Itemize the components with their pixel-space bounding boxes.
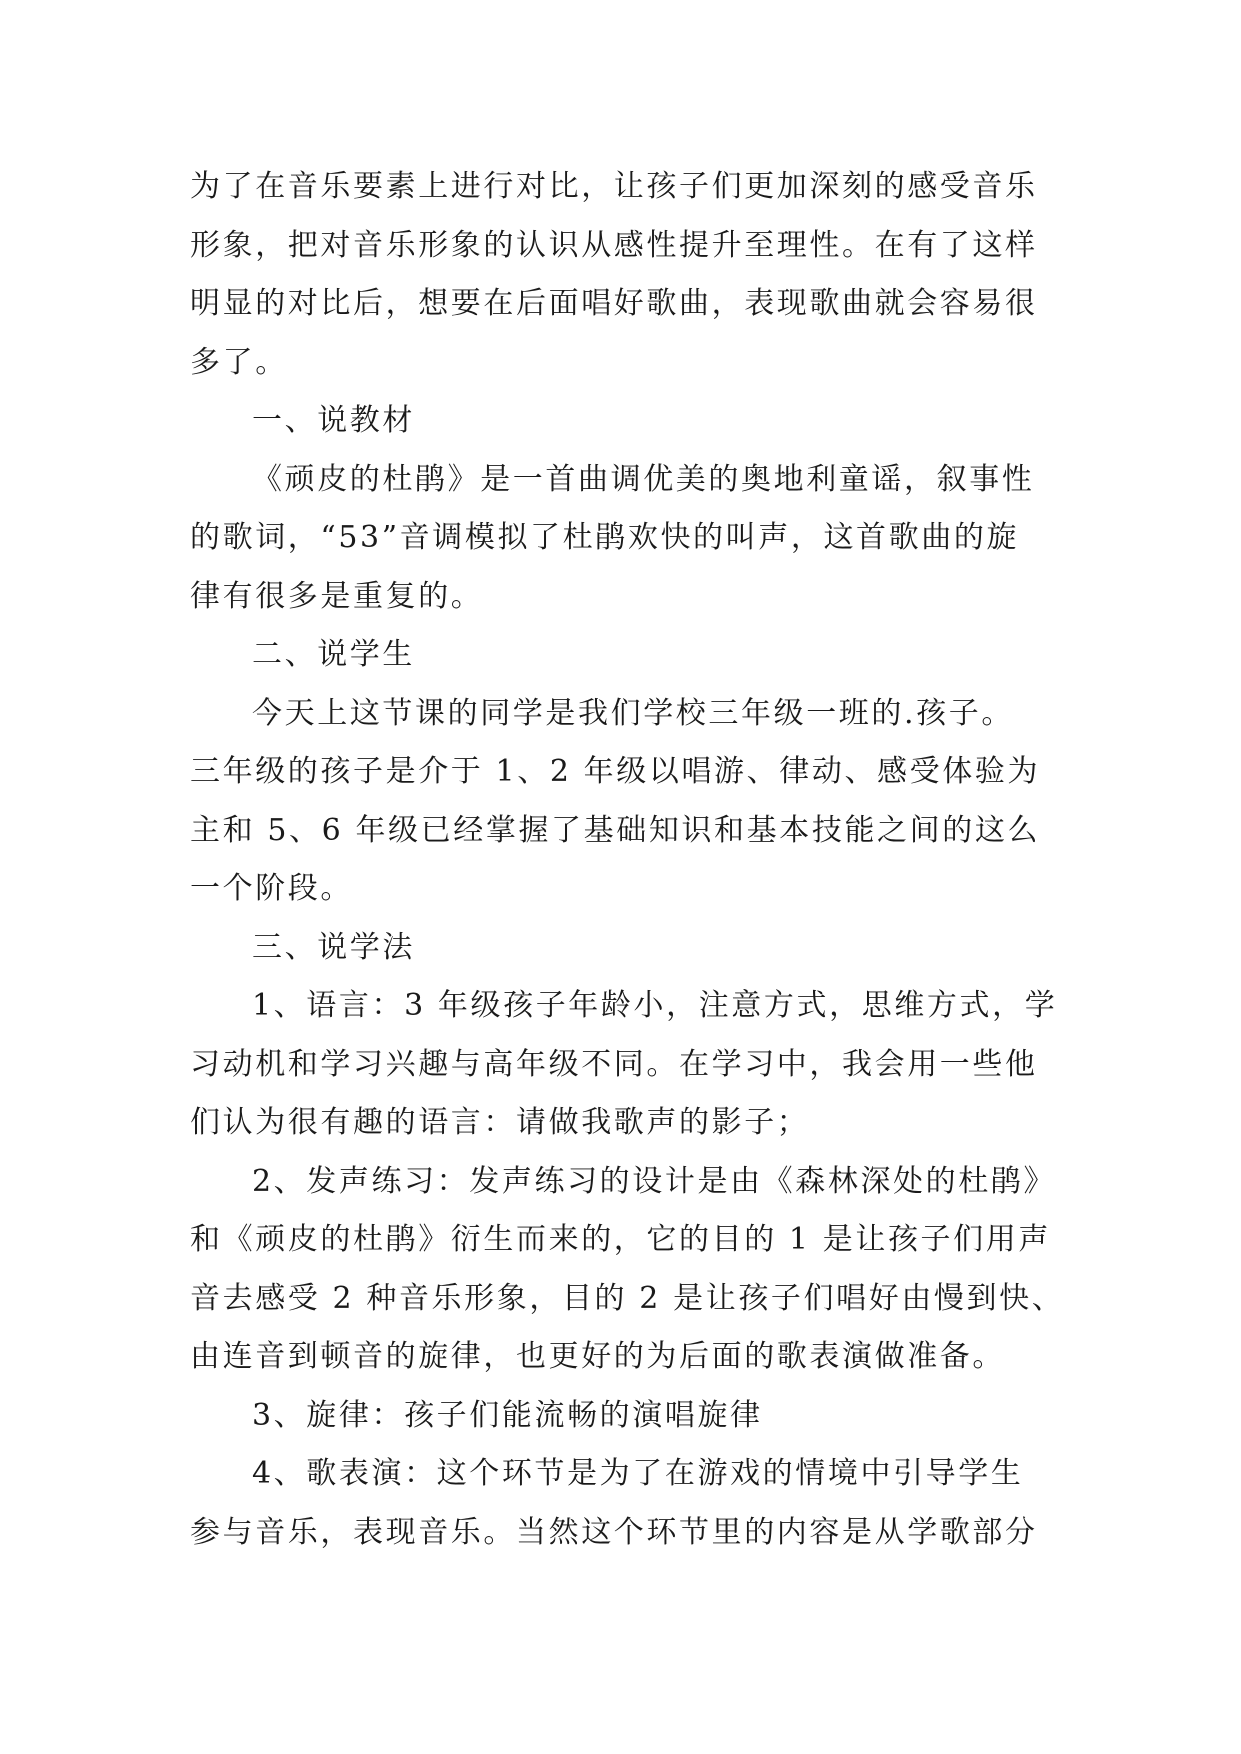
text-line: 为了在音乐要素上进行对比，让孩子们更加深刻的感受音乐 xyxy=(190,169,1038,204)
text-line: 一个阶段。 xyxy=(190,871,353,906)
text-line: 三年级的孩子是介于 1、2 年级以唱游、律动、感受体验为 xyxy=(190,754,1041,789)
text-line: 今天上这节课的同学是我们学校三年级一班的.孩子。 xyxy=(252,695,1014,731)
section-heading: 三、说学法 xyxy=(252,929,415,965)
text-line: 多了。 xyxy=(190,344,288,380)
text-line: 律有很多是重复的。 xyxy=(190,578,484,614)
text-line: 2、发声练习：发声练习的设计是由《森林深处的杜鹃》 xyxy=(252,1163,1057,1199)
text-line: 音去感受 2 种音乐形象，目的 2 是让孩子们唱好由慢到快、 xyxy=(190,1280,1065,1316)
section-heading: 一、说教材 xyxy=(252,403,415,438)
text-line: 由连音到顿音的旋律，也更好的为后面的歌表演做准备。 xyxy=(190,1339,1005,1374)
text-line: 和《顽皮的杜鹃》衍生而来的，它的目的 1 是让孩子们用声 xyxy=(190,1222,1051,1257)
text-line: 《顽皮的杜鹃》是一首曲调优美的奥地利童谣，叙事性 xyxy=(252,461,1035,497)
text-line: 形象，把对音乐形象的认识从感性提升至理性。在有了这样 xyxy=(190,227,1038,263)
text-line: 参与音乐，表现音乐。当然这个环节里的内容是从学歌部分 xyxy=(190,1514,1038,1550)
text-line: 4、歌表演：这个环节是为了在游戏的情境中引导学生 xyxy=(252,1456,1024,1491)
section-heading: 二、说学生 xyxy=(252,637,415,672)
text-line: 习动机和学习兴趣与高年级不同。在学习中，我会用一些他 xyxy=(190,1046,1038,1082)
text-line: 明显的对比后，想要在后面唱好歌曲，表现歌曲就会容易很 xyxy=(190,286,1038,321)
text-line: 的歌词，“53”音调模拟了杜鹃欢快的叫声，这首歌曲的旋 xyxy=(190,520,1020,555)
document-body xyxy=(190,158,1065,1562)
text-line: 们认为很有趣的语言：请做我歌声的影子； xyxy=(190,1105,810,1140)
text-line: 3、旋律：孩子们能流畅的演唱旋律 xyxy=(252,1397,763,1433)
text-line: 主和 5、6 年级已经掌握了基础知识和基本技能之间的这么 xyxy=(190,812,1041,848)
text-line: 1、语言：3 年级孩子年龄小，注意方式，思维方式，学 xyxy=(252,988,1058,1023)
